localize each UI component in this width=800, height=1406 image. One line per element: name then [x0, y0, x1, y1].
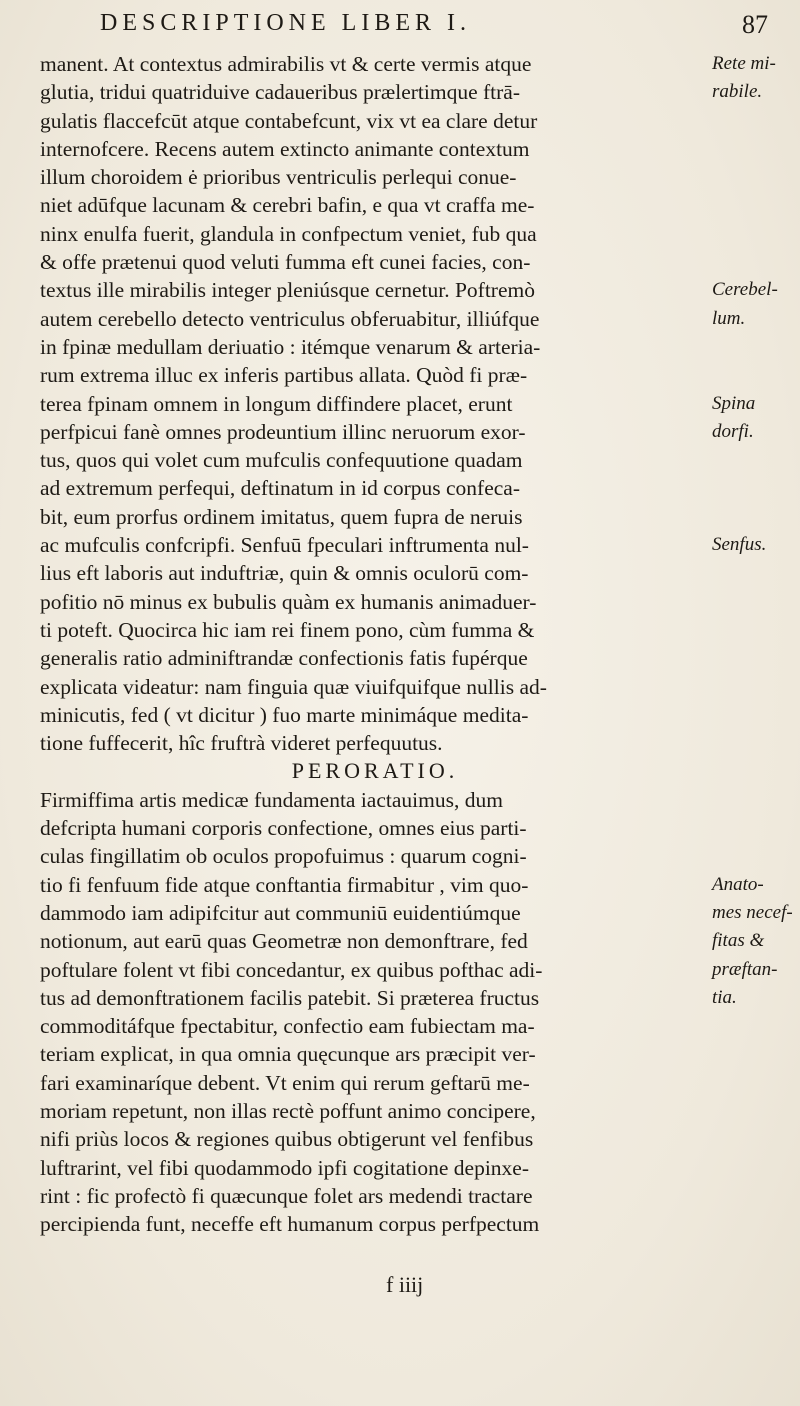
text-line: autem cerebello detecto ventriculus obferuabitur, illiúfque	[40, 306, 540, 331]
text-line: tio fi fenfuum fide atque conftantia firmabitur , vim quo-	[40, 872, 529, 897]
text-line: nifi priùs locos & regiones quibus obtigerunt vel fenfibus	[40, 1127, 534, 1152]
text-line: terea fpinam omnem in longum diffindere placet, erunt	[40, 391, 513, 416]
text-line: luftrarint, vel fibi quodammodo ipfi cogitatione depinxe-	[40, 1155, 529, 1180]
margin-note: præftan-	[712, 958, 778, 980]
text-line: explicata videatur: nam finguia quæ viuifquifque nullis ad-	[40, 674, 547, 699]
text-line: tus ad demonftrationem facilis patebit. Si præterea fructus	[40, 985, 540, 1010]
text-line: bit, eum prorfus ordinem imitatus, quem fupra de neruis	[40, 504, 523, 529]
margin-note: rabile.	[712, 81, 763, 103]
text-line: minicutis, fed ( vt dicitur ) fuo marte minimáque medita-	[40, 702, 529, 727]
text-line: niet adūfque lacunam & cerebri bafin, e qua vt craffa me-	[40, 193, 535, 218]
text-line: tione fuffecerit, hîc fruftrà videret perfequutus.	[40, 731, 443, 756]
margin-note: dorfi.	[712, 420, 754, 442]
text-line: commoditáfque fpectabitur, confectio eam fubiectam ma-	[40, 1014, 535, 1039]
text-line: poftulare folent vt fibi concedantur, ex quibus pofthac adi-	[40, 957, 543, 982]
margin-note: Cerebel-	[712, 279, 778, 301]
text-line: notionum, aut earū quas Geometræ non demonftrare, fed	[40, 929, 528, 954]
margin-note: fitas &	[712, 930, 765, 952]
main-text	[40, 50, 710, 1238]
text-line: textus ille mirabilis integer pleniúsque cernetur. Poftremò	[40, 278, 535, 303]
margin-note: lum.	[712, 307, 746, 329]
text-line: dammodo iam adipifcitur aut communiū euidentiúmque	[40, 900, 521, 925]
section-heading: PERORATIO.	[291, 758, 459, 784]
text-line: teriam explicat, in qua omnia quęcunque ars præcipit ver-	[40, 1042, 536, 1067]
running-head: DESCRIPTIONE LIBER I.	[100, 10, 471, 36]
text-line: ad extremum perfequi, deftinatum in id corpus confeca-	[40, 476, 520, 501]
page-header	[100, 10, 780, 50]
text-line: fari examinaríque debent. Vt enim qui rerum geftarū me-	[40, 1070, 530, 1095]
text-line: ti poteft. Quocirca hic iam rei finem pono, cùm fumma &	[40, 617, 535, 642]
text-line: manent. At contextus admirabilis vt & certe vermis atque	[40, 52, 532, 76]
text-line: rum extrema illuc ex inferis partibus allata. Quòd fi præ-	[40, 363, 528, 388]
text-line: moriam repetunt, non illas rectè poffunt animo concipere,	[40, 1098, 536, 1123]
text-line: tus, quos qui volet cum mufculis confequutione quadam	[40, 448, 523, 473]
margin-note: Spina	[712, 392, 756, 414]
margin-note: Senfus.	[712, 534, 767, 556]
text-line: Firmiffima artis medicæ fundamenta iactauimus, dum	[40, 787, 503, 812]
text-line: percipienda funt, neceffe eft humanum corpus perfpectum	[40, 1212, 540, 1237]
margin-note: Anato-	[712, 873, 764, 895]
text-line: ac mufculis confcripfi. Senfuū fpeculari inftrumenta nul-	[40, 533, 529, 558]
text-line: lius eft laboris aut induftriæ, quin & omnis oculorū com-	[40, 561, 529, 586]
margin-note: Rete mi-	[712, 53, 776, 74]
text-line: gulatis flaccefcūt atque contabefcunt, vix vt ea clare detur	[40, 108, 538, 133]
text-line: illum choroidem ė prioribus ventriculis perlequi conue-	[40, 165, 517, 190]
text-line: pofitio nō minus ex bubulis quàm ex humanis animaduer-	[40, 589, 537, 614]
text-line: generalis ratio adminiftrandæ confectionis fatis fupérque	[40, 646, 528, 671]
text-line: culas fingillatim ob oculos propofuimus : quarum cogni-	[40, 844, 527, 869]
margin-note: mes necef-	[712, 902, 793, 923]
text-line: perfpicui fanè omnes prodeuntium illinc neruorum exor-	[40, 419, 526, 444]
text-line: defcripta humani corporis confectione, omnes eius parti-	[40, 816, 527, 841]
text-line: rint : fic profectò fi quæcunque folet ars medendi tractare	[40, 1183, 533, 1208]
page-number: 87	[742, 10, 768, 39]
text-line: ninx enulfa fuerit, glandula in confpectum veniet, fub qua	[40, 221, 537, 246]
text-line: & offe prætenui quod veluti fumma eft cunei facies, con-	[40, 250, 531, 275]
margin-note: tia.	[712, 986, 737, 1008]
text-line: in fpinæ medullam deriuatio : itémque venarum & arteria-	[40, 334, 541, 359]
text-line: internofcere. Recens autem extincto animante contextum	[40, 136, 530, 161]
text-line: glutia, tridui quatriduive cadaueribus prælertimque ftrā-	[40, 80, 521, 105]
signature-mark: f iiij	[386, 1272, 424, 1297]
